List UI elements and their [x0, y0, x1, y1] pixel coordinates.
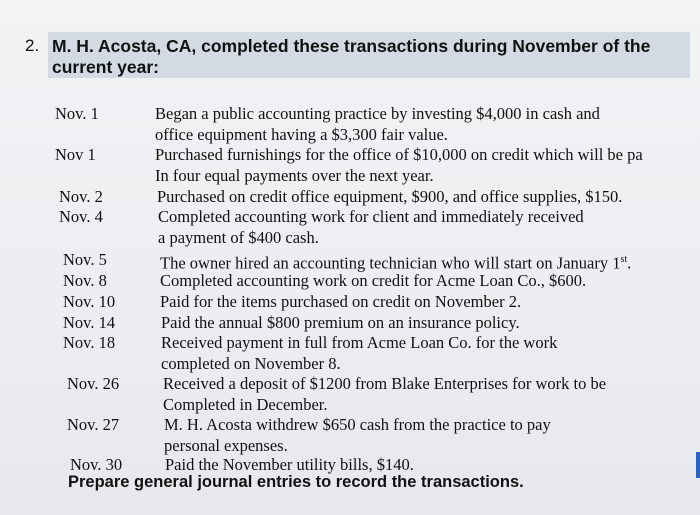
header-line-1: M. H. Acosta, CA, completed these transactions during November of the	[52, 36, 651, 56]
transaction-description	[160, 292, 521, 313]
transaction-description	[160, 271, 586, 292]
description-line: Began a public accounting practice by investing $4,000 in cash and	[155, 104, 600, 123]
transaction-description	[157, 187, 622, 208]
description-line: M. H. Acosta withdrew $650 cash from the practice to pay	[164, 415, 551, 434]
transaction-date: Nov. 18	[63, 333, 116, 352]
description-line: personal expenses.	[164, 435, 288, 455]
instruction-text: Prepare general journal entries to record the transactions.	[68, 473, 524, 491]
description-text: The owner hired an accounting technician who will start on January 1	[160, 253, 621, 273]
question-header	[52, 36, 692, 78]
description-line: Received payment in full from Acme Loan Co. for the work	[161, 333, 558, 352]
transaction-description	[161, 333, 557, 374]
description-line: Completed accounting work for client and immediately received	[158, 207, 584, 226]
transaction-date: Nov. 26	[67, 374, 120, 393]
description-line: Purchased furnishings for the office of $10,000 on credit which will be pa	[155, 145, 643, 164]
transaction-date: Nov. 14	[63, 313, 116, 332]
transaction-description	[164, 415, 551, 456]
transaction-description	[163, 374, 606, 415]
description-line: Purchased on credit office equipment, $900, and office supplies, $150.	[157, 187, 623, 206]
transaction-description	[155, 104, 600, 145]
description-line: Paid for the items purchased on credit on November 2.	[160, 292, 522, 311]
transaction-date: Nov. 8	[63, 271, 107, 290]
description-line: a payment of $400 cash.	[158, 227, 319, 247]
transaction-date: Nov. 10	[63, 292, 116, 311]
transaction-date: Nov. 2	[59, 187, 103, 206]
description-line: completed on November 8.	[161, 353, 341, 373]
transaction-date: Nov 1	[55, 145, 96, 164]
transaction-date: Nov. 4	[59, 207, 103, 226]
transaction-date: Nov. 27	[67, 415, 120, 434]
transaction-description	[155, 145, 643, 186]
description-line: Completed in December.	[163, 394, 328, 414]
ordinal-suffix: st	[620, 254, 628, 265]
header-line-2: current year:	[52, 57, 159, 77]
description-line: In four equal payments over the next year.	[155, 165, 434, 185]
description-line: Received a deposit of $1200 from Blake Enterprises for work to be	[163, 374, 607, 393]
edge-marker	[696, 452, 700, 478]
transaction-date: Nov. 30	[70, 455, 123, 474]
sentence-period: .	[627, 253, 632, 273]
question-number: 2.	[25, 36, 40, 55]
description-line: Paid the annual $800 premium on an insurance policy.	[161, 313, 520, 332]
transaction-description	[158, 207, 584, 248]
description-line: Completed accounting work on credit for Acme Loan Co., $600.	[160, 271, 587, 290]
description-line: Paid the November utility bills, $140.	[165, 455, 414, 474]
transaction-date: Nov. 5	[63, 250, 107, 269]
transaction-description	[161, 313, 520, 334]
transaction-date: Nov. 1	[55, 104, 99, 123]
description-line: office equipment having a $3,300 fair value.	[155, 124, 448, 144]
